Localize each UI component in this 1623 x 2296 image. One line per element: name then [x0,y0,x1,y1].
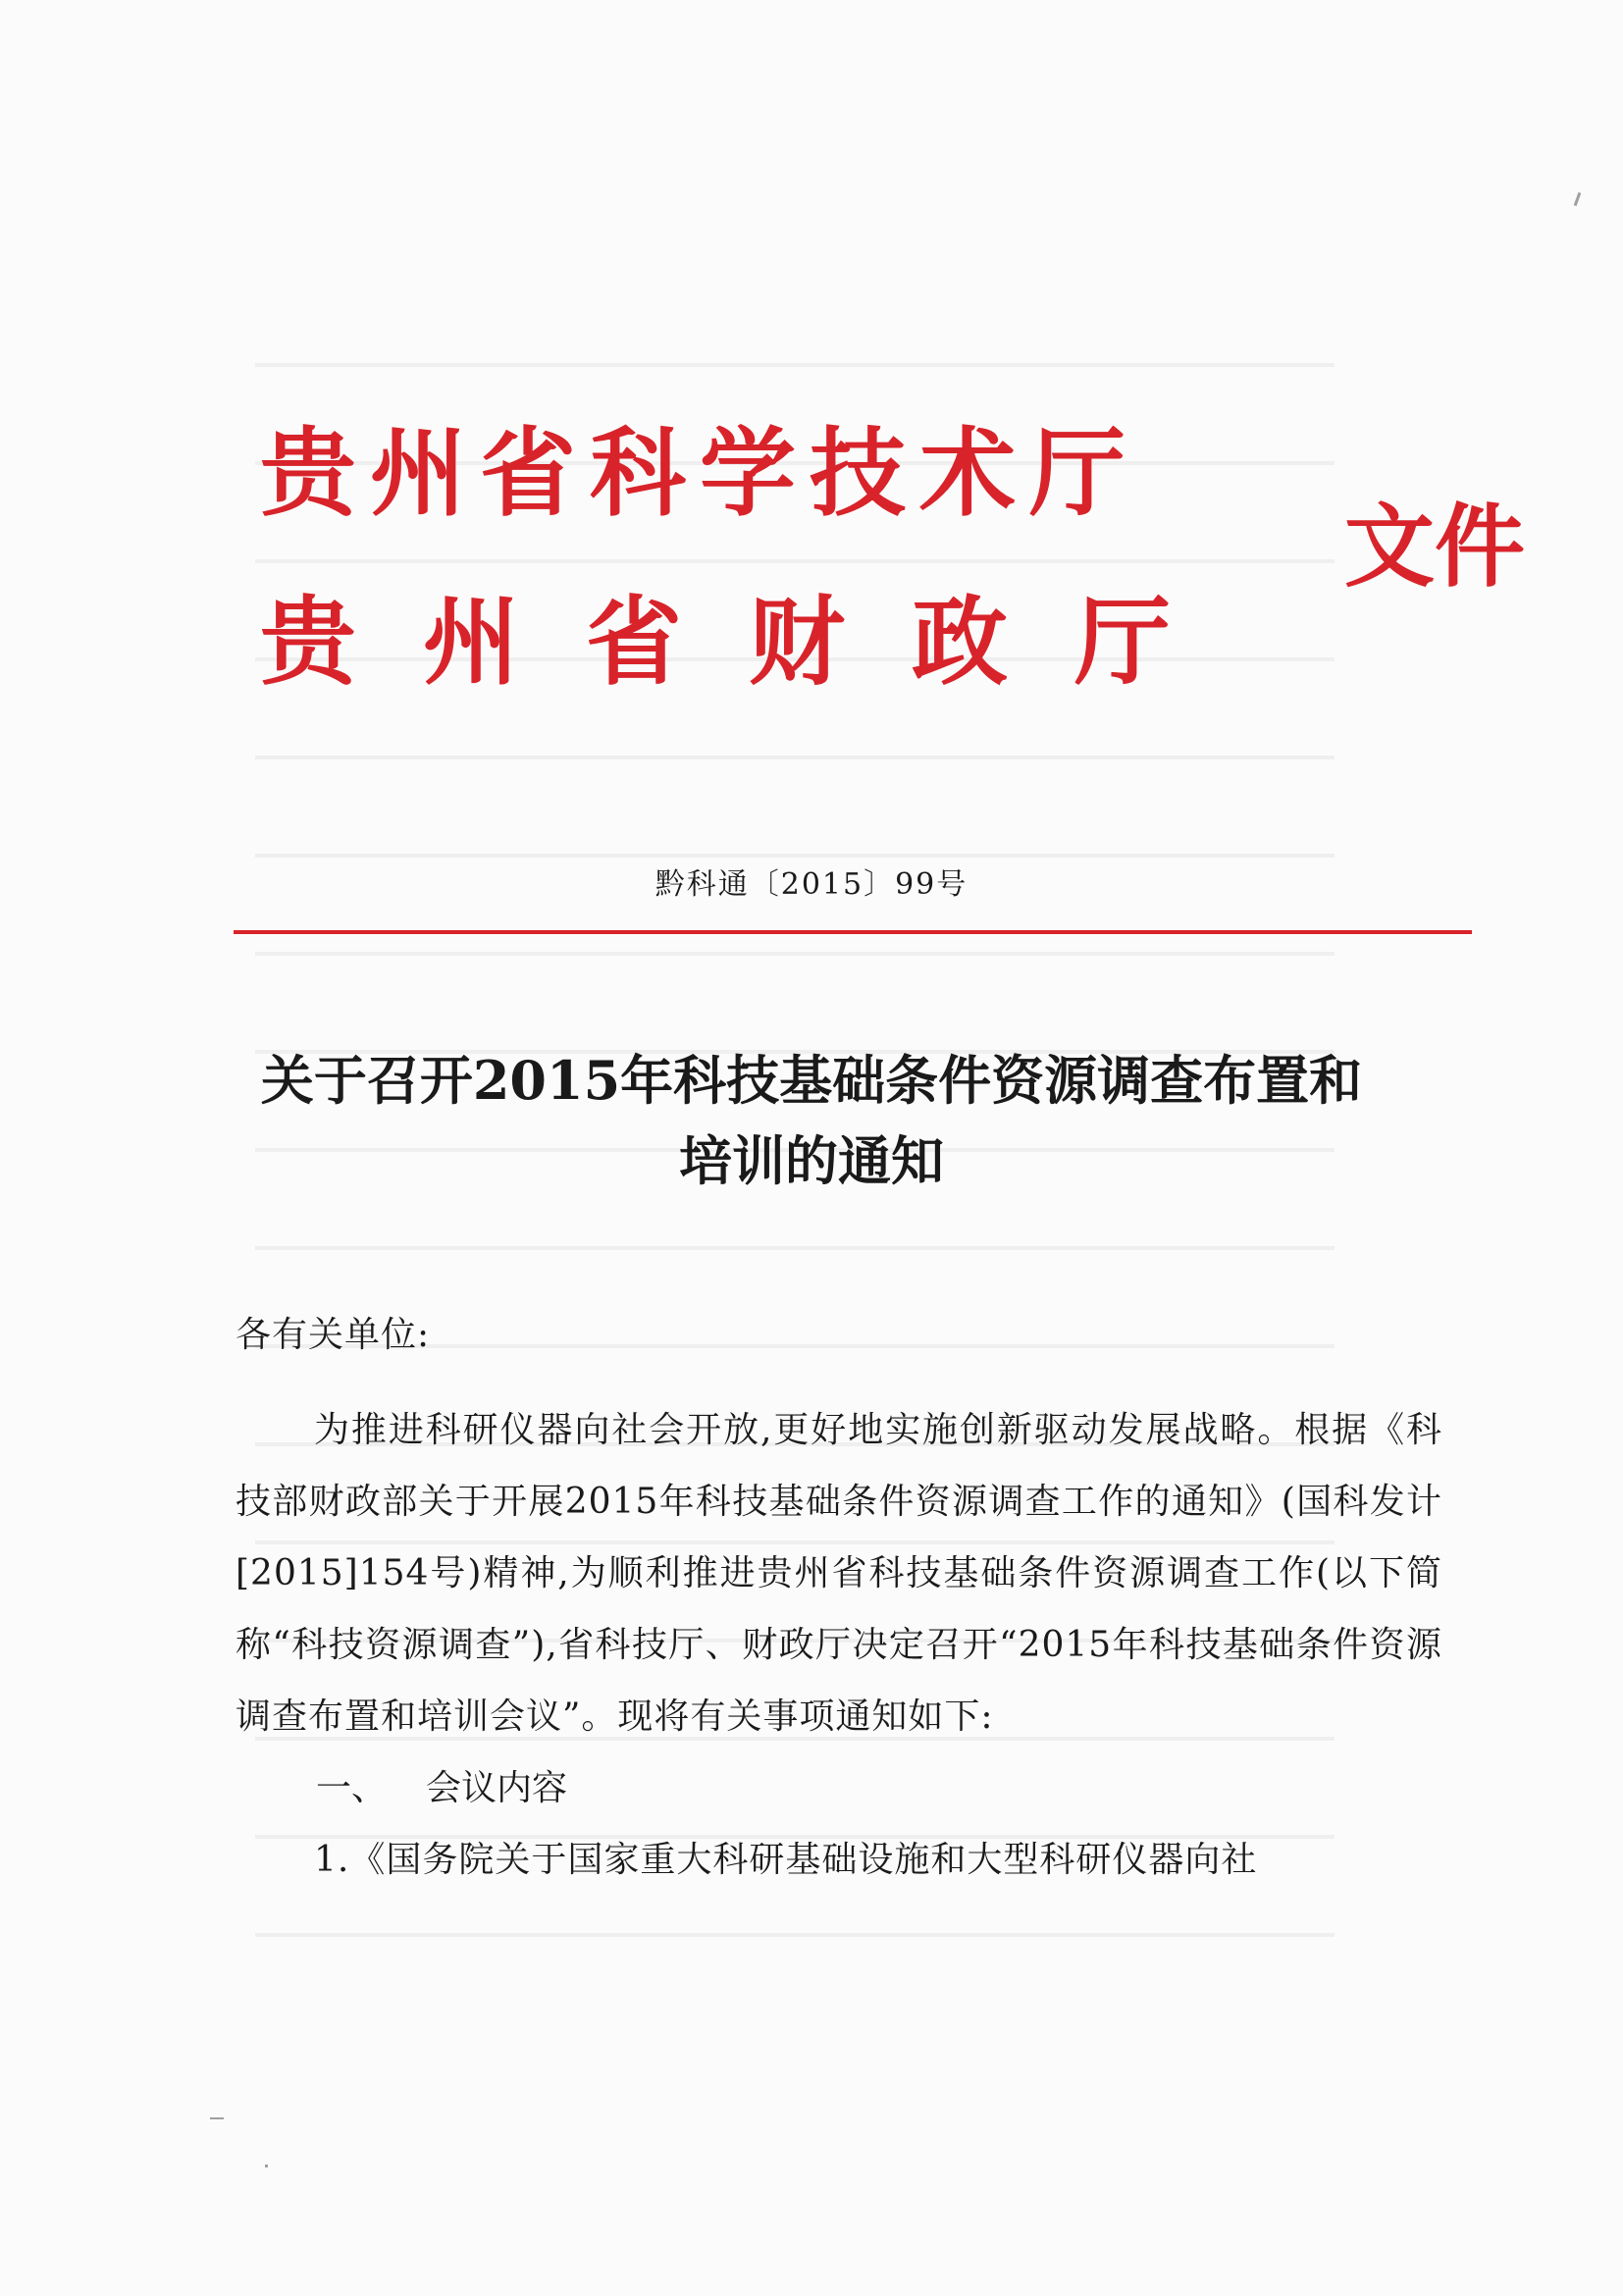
scan-speck [1574,192,1582,206]
org-name-science-tech-dept: 贵州省科学技术厅 [260,418,1140,530]
document-body [236,1299,1442,1896]
title-line-1: 关于召开2015年科技基础条件资源调查布置和 [260,1049,1363,1112]
org-name-finance-dept: 贵州省财政厅 [260,587,1238,699]
body-paragraph-1: 为推进科研仪器向社会开放,更好地实施创新驱动发展战略。根据《科技部财政部关于开展2015年科技基础条件资源调查工作的通知》(国科发计[2015]154号)精神,为顺利推进贵州省科技基础条件资源调查工作(以下简称“科技资源调查”),省科技厅、财政厅决定召开“2015年科技基础条件资源调查布置和培训会议”。现将有关事项通知如下: [236,1410,1442,1737]
list-item-1: 1.《国务院关于国家重大科研基础设施和大型科研仪器向社 [314,1840,1258,1880]
document-title [0,1040,1623,1201]
section-heading-1 [236,1752,1442,1824]
red-divider-line [234,930,1472,934]
section-title: 会议内容 [426,1768,568,1808]
doc-type-label: 文件 [1344,495,1526,600]
scan-speck [265,2165,268,2167]
title-line-2: 培训的通知 [679,1129,944,1192]
document-number: 黔科通〔2015〕99号 [654,867,969,902]
salutation: 各有关单位: [236,1315,431,1355]
letterhead [260,420,1536,714]
section-number: 一、 [316,1768,388,1808]
scan-speck [210,2117,224,2119]
